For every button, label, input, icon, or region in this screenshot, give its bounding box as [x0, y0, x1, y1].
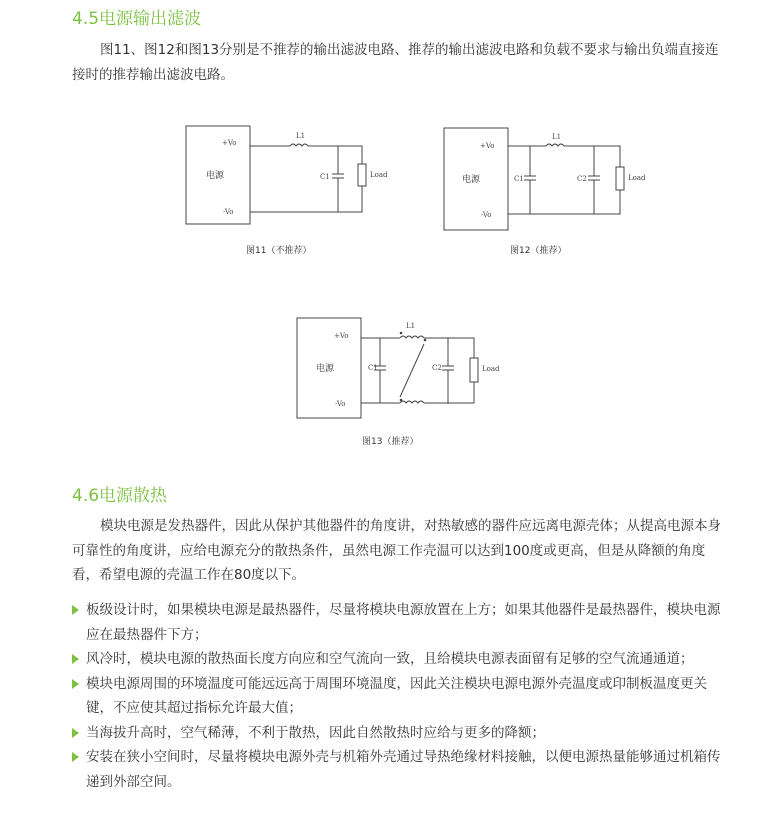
fig12-c1-label: C1: [514, 175, 524, 183]
fig13-load-resistor: [470, 358, 478, 382]
triangle-bullet-icon: [72, 679, 79, 689]
fig12-capacitor-c2: [588, 146, 600, 214]
fig13-caption: 图13（推荐）: [362, 437, 419, 447]
fig11-load-label: Load: [370, 171, 388, 179]
fig13-inductor-bottom: [400, 401, 424, 403]
fig12-c2-label: C2: [577, 175, 587, 183]
fig12-source-label: 电源: [462, 175, 481, 185]
fig11-source-label: 电源: [206, 171, 225, 181]
fig12-vplus-label: +Vo: [480, 142, 495, 150]
fig11-inductor: [290, 144, 308, 146]
list-item: 模块电源周围的环境温度可能远远高于周围环境温度，因此关注模块电源电源外壳温度或印制板温度更关键，不应使其超过指标允许最大值；: [72, 672, 722, 721]
fig12-load-resistor: [616, 167, 624, 190]
fig13-load-label: Load: [482, 365, 500, 373]
fig13-l1-label: L1: [406, 322, 416, 330]
fig11-vminus-label: -Vo: [223, 208, 234, 216]
fig13-vminus-label: -Vo: [335, 400, 346, 408]
fig13-coupling-line: [400, 344, 424, 397]
list-item: 风冷时，模块电源的散热面长度方向应和空气流向一致，且给模块电源表面留有足够的空气流通通道；: [72, 647, 722, 672]
heat-dissipation-paragraph: 模块电源是发热器件，因此从保护其他器件的角度讲，对热敏感的器件应远离电源壳体；从提高电源本身可靠性的角度讲，应给电源充分的散热条件，虽然电源工作壳温可以达到100度或更高，但是从降额的角度看，希望电源的壳温工作在80度以下。: [72, 518, 721, 583]
fig11-l1-label: L1: [296, 132, 306, 140]
fig12-capacitor-c1: [524, 146, 536, 214]
list-item: 板级设计时，如果模块电源是最热器件，尽量将模块电源放置在上方；如果其他器件是最热器件，模块电源应在最热器件下方；: [72, 598, 722, 647]
figure-12: [438, 122, 658, 262]
fig12-vminus-label: -Vo: [481, 211, 492, 219]
fig12-inductor: [546, 144, 564, 146]
fig11-capacitor: [332, 146, 344, 212]
list-item: 当海拔升高时，空气稀薄，不利于散热，因此自然散热时应给与更多的降额；: [72, 721, 722, 746]
fig12-load-label: Load: [628, 174, 646, 182]
fig13-source-label: 电源: [316, 364, 335, 374]
fig11-c1-label: C1: [320, 173, 330, 181]
fig13-inductor-top: [400, 336, 424, 338]
output-filter-paragraph: 图11、图12和图13分别是不推荐的输出滤波电路、推荐的输出滤波电路和负载不要求与输出负端直接连接时的推荐输出滤波电路。: [72, 42, 719, 83]
fig13-vplus-label: +Vo: [334, 332, 349, 340]
list-item: 安装在狭小空间时，尽量将模块电源外壳与机箱外壳通过导热绝缘材料接触，以便电源热量能够通过机箱传递到外部空间。: [72, 745, 722, 794]
figure-13: [292, 314, 512, 454]
triangle-bullet-icon: [72, 654, 79, 664]
fig11-load-resistor: [358, 164, 366, 186]
triangle-bullet-icon: [72, 752, 79, 762]
fig13-c1-label: C1: [368, 364, 378, 372]
triangle-bullet-icon: [72, 605, 79, 615]
fig12-l1-label: L1: [552, 133, 562, 141]
heat-dissipation-bullet-list: [72, 598, 722, 794]
fig13-capacitor-c2: [442, 338, 454, 403]
section-heading-output-filter: 4.5电源输出滤波: [72, 9, 202, 29]
triangle-bullet-icon: [72, 728, 79, 738]
fig12-caption: 图12（推荐）: [510, 246, 567, 256]
fig11-vplus-label: +Vo: [222, 139, 237, 147]
section-heading-heat-dissipation: 4.6电源散热: [72, 486, 168, 506]
fig13-c2-label: C2: [432, 364, 442, 372]
fig11-caption: 图11（不推荐）: [246, 246, 312, 256]
figure-11: [180, 120, 400, 260]
